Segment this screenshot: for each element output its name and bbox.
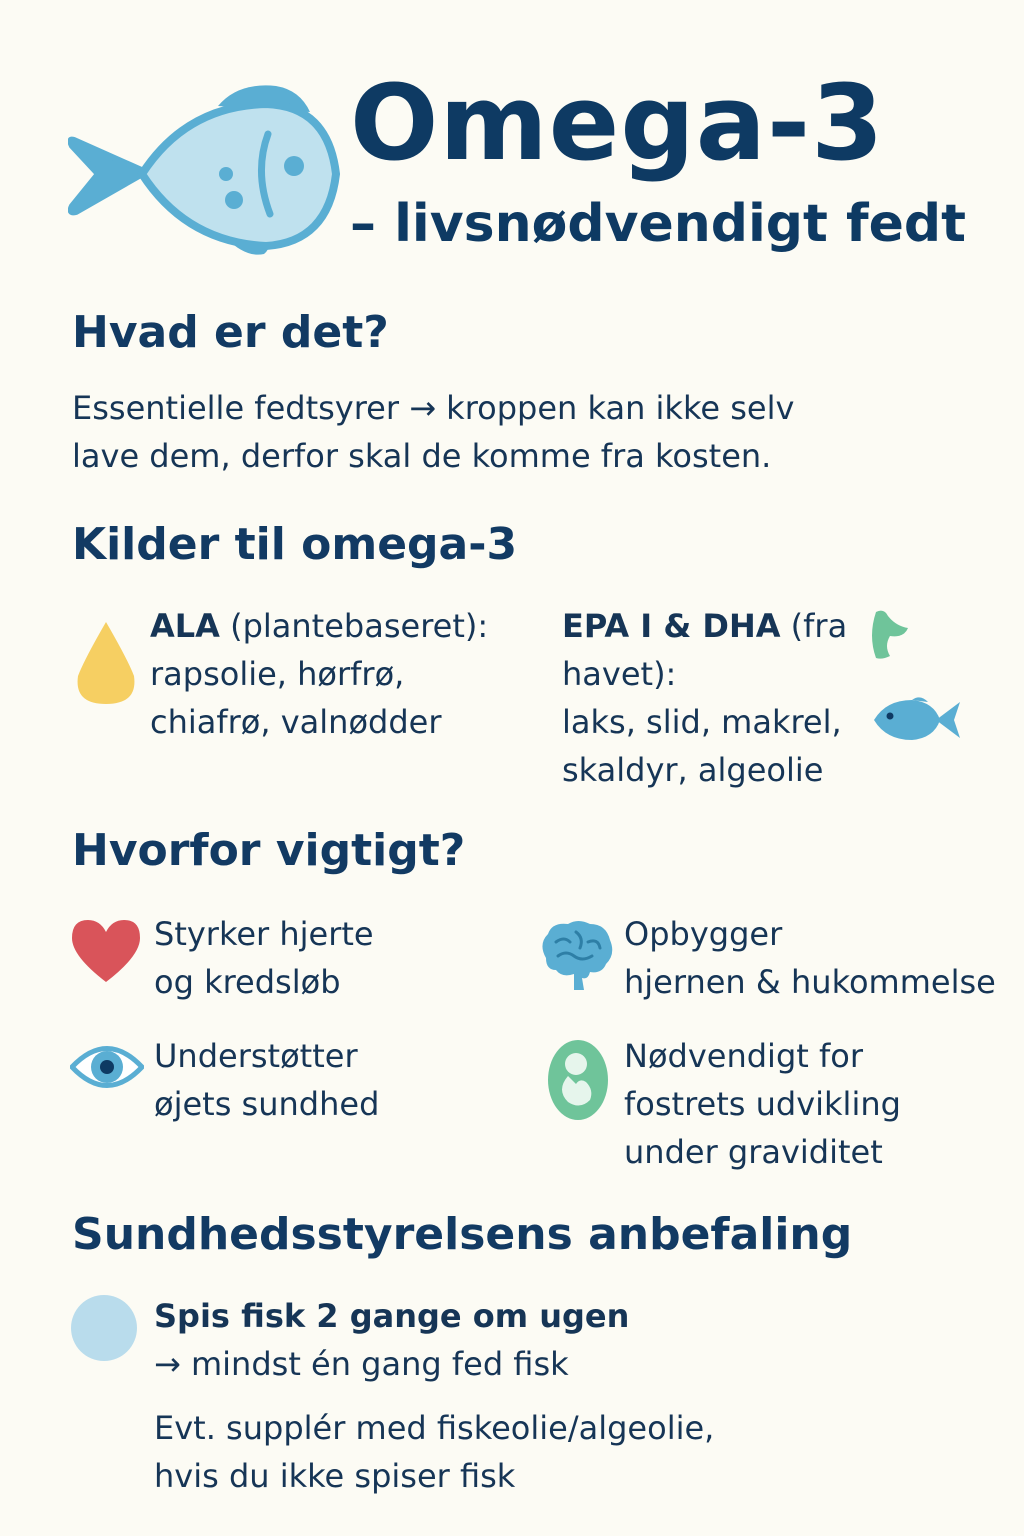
fetus-line-3: under graviditet bbox=[624, 1133, 883, 1171]
fetus-icon bbox=[546, 1038, 610, 1122]
epa-title bbox=[562, 602, 847, 650]
recommendation-note bbox=[154, 1404, 714, 1500]
ala-source bbox=[150, 602, 488, 746]
ala-title bbox=[150, 602, 488, 650]
ala-type: (plantebaseret): bbox=[219, 607, 489, 645]
what-line-1: Essentielle fedtsyrer → kroppen kan ikke selv bbox=[72, 389, 795, 427]
fetus-line-2: fostrets udvikling bbox=[624, 1085, 901, 1123]
why-heading: Hvorfor vigtigt? bbox=[72, 825, 466, 876]
ala-line-3: chiafrø, valnødder bbox=[150, 703, 442, 741]
page-subtitle: – livsnødvendigt fedt bbox=[350, 194, 966, 254]
recommendation-line-1: Spis fisk 2 gange om ugen bbox=[154, 1297, 630, 1335]
brain-line-2: hjernen & hukommelse bbox=[624, 963, 996, 1001]
ala-name: ALA bbox=[150, 607, 220, 645]
recommendation-note-1: Evt. supplér med fiskeolie/algeolie, bbox=[154, 1409, 715, 1447]
brain-icon bbox=[538, 918, 614, 990]
recommendation-line-2: → mindst én gang fed fisk bbox=[154, 1345, 569, 1383]
heart-line-2: og kredsløb bbox=[154, 963, 341, 1001]
oil-drop-icon bbox=[74, 620, 138, 706]
epa-dha-source bbox=[562, 602, 847, 794]
recommendation-heading: Sundhedsstyrelsens anbefaling bbox=[72, 1209, 853, 1260]
eye-line-2: øjets sundhed bbox=[154, 1085, 380, 1123]
recommendation-note-2: hvis du ikke spiser fisk bbox=[154, 1457, 516, 1495]
brain-benefit bbox=[624, 910, 996, 1006]
brain-line-1: Opbygger bbox=[624, 915, 783, 953]
epa-line-2: havet): bbox=[562, 655, 677, 693]
what-heading: Hvad er det? bbox=[72, 307, 389, 358]
eye-icon bbox=[70, 1042, 144, 1092]
what-line-2: lave dem, derfor skal de komme fra kosten. bbox=[72, 437, 772, 475]
heart-benefit bbox=[154, 910, 374, 1006]
small-fish-icon bbox=[872, 694, 962, 746]
heart-line-1: Styrker hjerte bbox=[154, 915, 374, 953]
fetus-benefit bbox=[624, 1032, 901, 1176]
epa-type: (fra bbox=[780, 607, 848, 645]
epa-line-4: skaldyr, algeolie bbox=[562, 751, 824, 789]
ala-line-2: rapsolie, hørfrø, bbox=[150, 655, 405, 693]
eye-line-1: Understøtter bbox=[154, 1037, 358, 1075]
what-description bbox=[72, 384, 794, 480]
eye-benefit bbox=[154, 1032, 379, 1128]
sources-heading: Kilder til omega-3 bbox=[72, 519, 518, 570]
fetus-line-1: Nødvendigt for bbox=[624, 1037, 863, 1075]
heart-icon bbox=[70, 918, 142, 984]
epa-line-3: laks, slid, makrel, bbox=[562, 703, 842, 741]
recommendation-main bbox=[154, 1292, 629, 1388]
seaweed-icon bbox=[866, 606, 910, 660]
circle-bullet-icon bbox=[70, 1294, 138, 1362]
page-title: Omega-3 bbox=[350, 62, 885, 184]
epa-name: EPA I & DHA bbox=[562, 607, 781, 645]
fish-icon bbox=[68, 82, 340, 262]
